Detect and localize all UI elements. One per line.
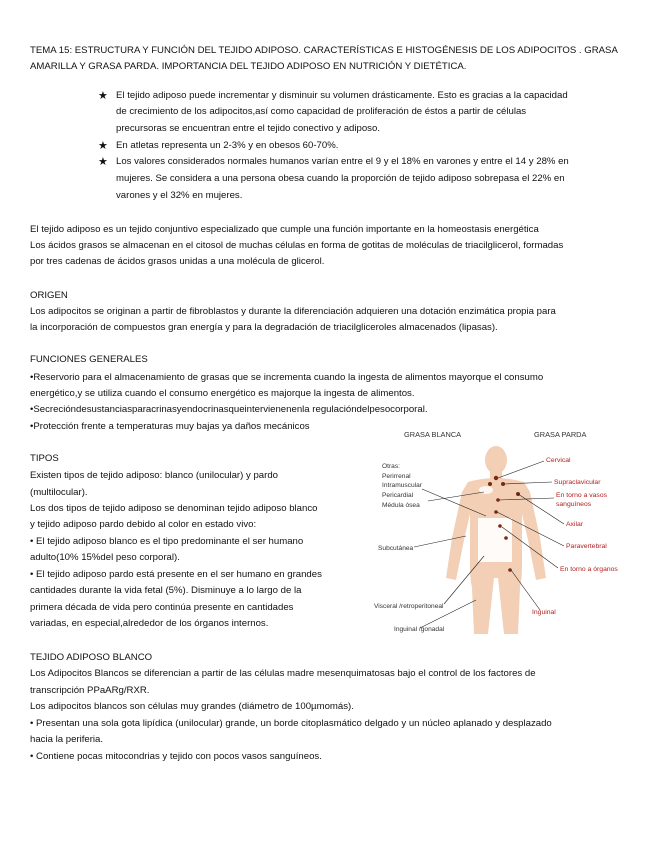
tipos-line-3: Los dos tipos de tejido adiposo se denominan tejido adiposo blanco — [30, 503, 318, 514]
funciones-line-1: •Reservorio para el almacenamiento de grasas que se incrementa cuando la ingesta de alimentos mayorque el consumo — [30, 372, 544, 383]
origen-line-2: la incorporación de compuestos gran energía y para la degradación de triacilgliceroles almacenados (lipasas). — [30, 322, 498, 333]
blanco-line-6: • Contiene pocas mitocondrias y tejido con pocos vasos sanguíneos. — [30, 751, 322, 762]
label-medula-osea: Médula ósea — [382, 502, 420, 509]
blanco-line-4: • Presentan una sola gota lipídica (unilocular) grande, un borde citoplasmático delgado y un núcleo aplanado y desplazado — [30, 718, 552, 729]
title-line-1: TEMA 15: ESTRUCTURA Y FUNCIÓN DEL TEJIDO ADIPOSO. CARACTERÍSTICAS E HISTOGÉNESIS DE LOS ADIPOCITOS . GRASA — [30, 45, 618, 56]
blanco-line-3: Los adipocitos blancos son células muy grandes (diámetro de 100µmomás). — [30, 701, 354, 712]
bullet-3-line-2: mujeres. Se considera a una persona obesa cuando la proporción de tejido adiposo sobrepasa el 22% en — [116, 173, 565, 184]
funciones-line-2: energético,y se utiliza cuando el consumo energético es majorque la ingesta de alimentos. — [30, 388, 415, 399]
label-subcutanea: Subcutánea — [378, 545, 414, 552]
origen-line-1: Los adipocitos se originan a partir de fibroblastos y durante la diferenciación adquieren una dotación enzimática propia para — [30, 306, 556, 317]
tipos-line-1: Existen tipos de tejido adiposo: blanco (unilocular) y pardo — [30, 470, 278, 481]
section-heading-funciones: FUNCIONES GENERALES — [30, 354, 148, 365]
star-bullet-icon: ★ — [98, 156, 108, 168]
figure-header-brown-fat: GRASA PARDA — [534, 430, 587, 439]
section-heading-blanco: TEJIDO ADIPOSO BLANCO — [30, 652, 153, 663]
bullet-1-line-1: El tejido adiposo puede incrementar y disminuir su volumen drásticamente. Esto es gracias a la capacidad — [116, 90, 568, 101]
section-heading-tipos: TIPOS — [30, 453, 59, 464]
label-axilar: Axilar — [566, 521, 583, 528]
label-en-torno-organos: En torno a órganos — [560, 566, 618, 573]
tipos-line-7: • El tejido adiposo pardo está presente en el ser humano en grandes — [30, 569, 322, 580]
label-vasos-sanguineos-2: sanguíneos — [556, 501, 592, 508]
label-vasos-sanguineos-1: En torno a vasos — [556, 492, 608, 499]
tipos-line-6: adulto(10% 15%del peso corporal). — [30, 552, 180, 563]
bullet-3-line-1: Los valores considerados normales humanos varían entre el 9 y el 18% en varones y entre el 14 y 28% en — [116, 156, 569, 167]
intro-line-3: por tres cadenas de ácidos grasos unidas a una molécula de glicerol. — [30, 256, 325, 267]
label-pericardial: Pericardial — [382, 492, 414, 499]
blanco-line-1: Los Adipocitos Blancos se diferencian a partir de las células madre mesenquimatosas bajo el control de los factores de — [30, 668, 536, 679]
section-heading-origen: ORIGEN — [30, 290, 68, 301]
figure-header-white-fat: GRASA BLANCA — [404, 430, 462, 439]
label-supraclavicular: Supraclavicular — [554, 479, 601, 486]
label-inguinal: Inguinal — [532, 609, 556, 616]
title-line-2: AMARILLA Y GRASA PARDA. IMPORTANCIA DEL TEJIDO ADIPOSO EN NUTRICIÓN Y DIETÉTICA. — [30, 61, 467, 72]
tipos-line-8: cantidades durante la vida fetal (5%). Disminuye a lo largo de la — [30, 585, 302, 596]
bullet-2-line-1: En atletas representa un 2-3% y en obesos 60-70%. — [116, 140, 339, 151]
tipos-line-9: primera década de vida pero continúa presente en cantidades — [30, 602, 294, 613]
label-intramuscular: Intramuscular — [382, 482, 422, 489]
bullet-1-line-3: precursoras se encuentran entre el tejido conectivo y adiposo. — [116, 123, 380, 134]
intro-line-2: Los ácidos grasos se almacenan en el citosol de muchas células en forma de gotitas de moléculas de triacilglicerol, formadas — [30, 240, 564, 251]
fat-distribution-figure — [372, 428, 634, 640]
label-inguinal-gonadal: Inguinal /gonadal — [394, 626, 445, 633]
tipos-line-2: (multilocular). — [30, 487, 88, 498]
label-otras: Otras: — [382, 463, 400, 470]
tipos-line-5: • El tejido adiposo blanco es el tipo predominante el ser humano — [30, 536, 304, 547]
funciones-line-3: •Secrecióndesustanciasparacrinasyendocrinasqueintervienenenla regulacióndelpesocorporal. — [30, 404, 428, 415]
label-paravertebral: Paravertebral — [566, 543, 607, 550]
abdominal-white-fat-region — [478, 518, 512, 562]
intro-line-1: El tejido adiposo es un tejido conjuntivo especializado que cumple una función importante en la homeostasis energética — [30, 224, 539, 235]
label-perirrenal: Perirrenal — [382, 473, 411, 480]
bullet-3-line-3: varones y el 32% en mujeres. — [116, 190, 243, 201]
tipos-line-10: variadas, en especial,alrededor de los órganos internos. — [30, 618, 269, 629]
star-bullet-icon: ★ — [98, 90, 108, 102]
star-bullet-icon: ★ — [98, 140, 108, 152]
blanco-line-5: hacia la periferia. — [30, 734, 104, 745]
blanco-line-2: transcripción PPaARg/RXR. — [30, 685, 150, 696]
label-cervical: Cervical — [546, 457, 571, 464]
pericardial-white-fat-region — [479, 486, 493, 494]
funciones-line-4: •Protección frente a temperaturas muy bajas ya daños mecánicos — [30, 421, 310, 432]
bullet-1-line-2: de crecimiento de los adipocitos,así como capacidad de proliferación de éstos a partir de células — [116, 106, 527, 117]
tipos-line-4: y tejido adiposo pardo debido al color en estado vivo: — [30, 519, 257, 530]
label-visceral: Visceral /retroperitoneal — [374, 603, 444, 610]
